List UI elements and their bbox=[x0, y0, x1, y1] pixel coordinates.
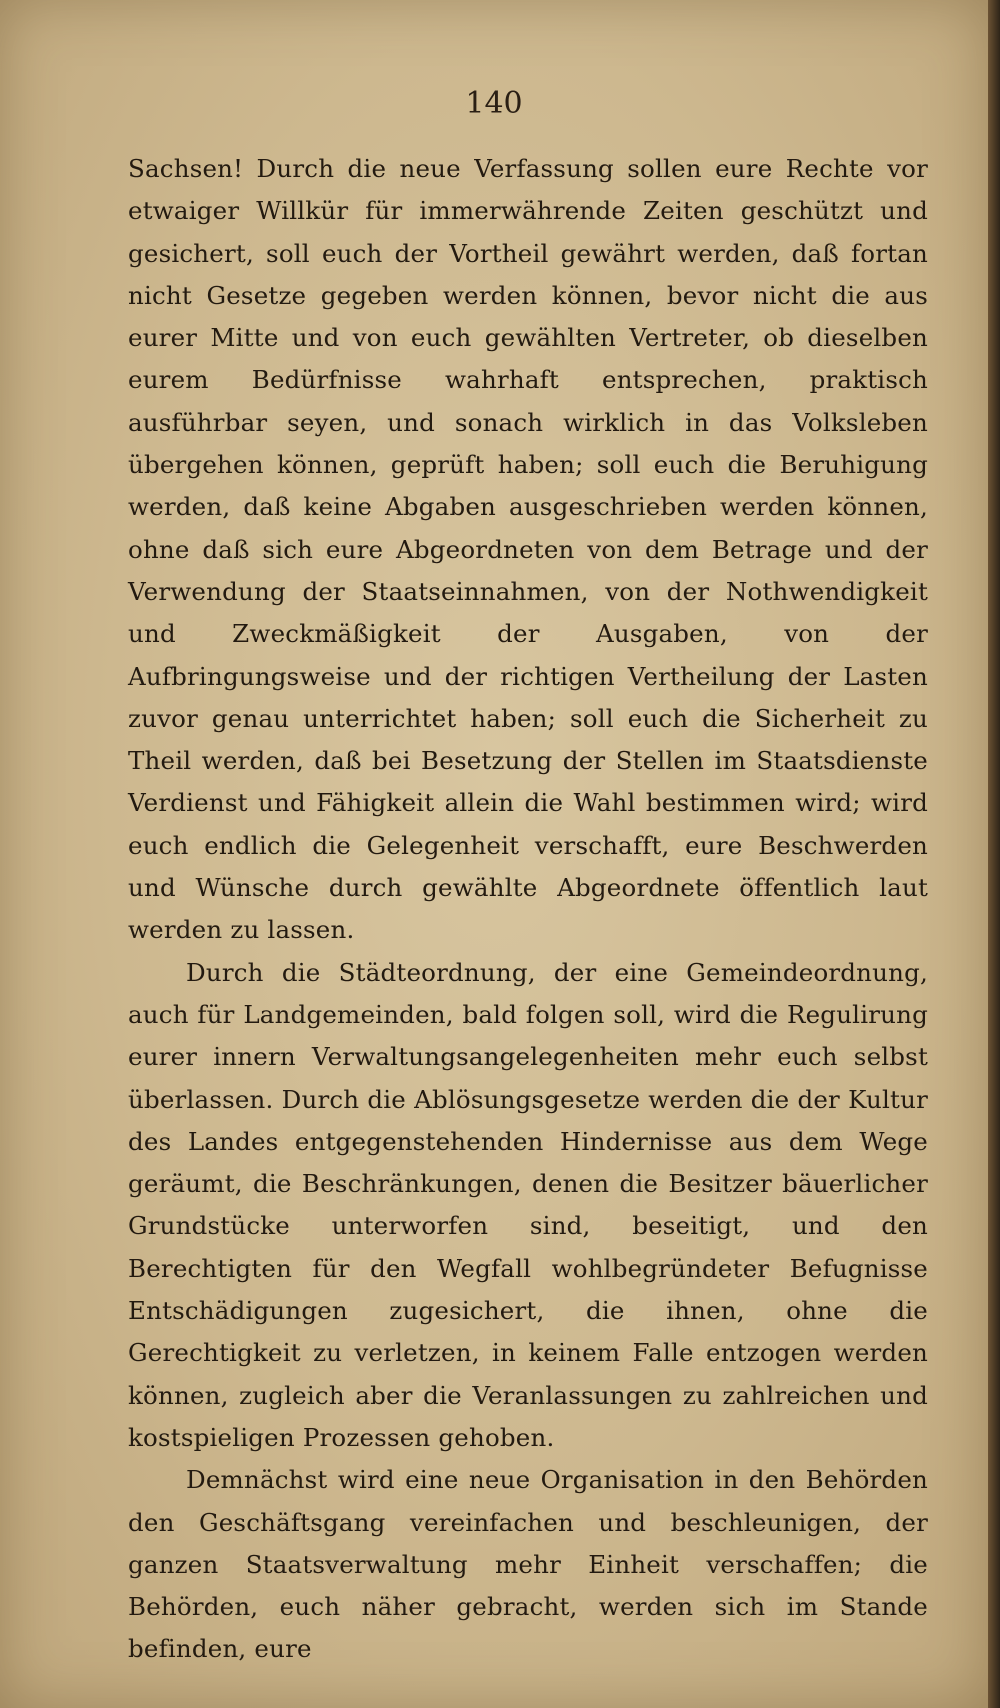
page-number: 140 bbox=[465, 86, 523, 121]
body-text bbox=[128, 148, 928, 1671]
paragraph-1: Sachsen! Durch die neue Verfassung sollen eure Rechte vor etwaiger Willkür für immerwährende Zeiten geschützt und gesichert, soll euch der Vortheil gewährt werden, daß fortan nicht Gesetze gegeben werden können, bevor nicht die aus eurer Mitte und von euch gewählten Vertreter, ob dieselben eurem Bedürfnisse wahrhaft entsprechen, praktisch ausführbar seyen, und sonach wirklich in das Volksleben übergehen können, geprüft haben; soll euch die Beruhigung werden, daß keine Abgaben ausgeschrieben werden können, ohne daß sich eure Abgeordneten von dem Betrage und der Verwendung der Staatseinnahmen, von der Nothwendigkeit und Zweckmäßigkeit der Ausgaben, von der Aufbringungsweise und der richtigen Vertheilung der Lasten zuvor genau unterrichtet haben; soll euch die Sicherheit zu Theil werden, daß bei Besetzung der Stellen im Staatsdienste Verdienst und Fähigkeit allein die Wahl bestimmen wird; wird euch endlich die Gelegenheit verschafft, eure Beschwerden und Wünsche durch gewählte Abgeordnete öffentlich laut werden zu lassen. bbox=[128, 154, 928, 945]
paragraph-2: Durch die Städteordnung, der eine Gemeindeordnung, auch für Landgemeinden, bald folgen soll, wird die Regulirung eurer innern Verwaltungsangelegenheiten mehr euch selbst überlassen. Durch die Ablösungsgesetze werden die der Kultur des Landes entgegenstehenden Hindernisse aus dem Wege geräumt, die Beschränkungen, denen die Besitzer bäuerlicher Grundstücke unterworfen sind, beseitigt, und den Berechtigten für den Wegfall wohlbegründeter Befugnisse Entschädigungen zugesichert, die ihnen, ohne die Gerechtigkeit zu verletzen, in keinem Falle entzogen werden können, zugleich aber die Veranlassungen zu zahlreichen und kostspieligen Prozessen gehoben. bbox=[128, 957, 928, 1452]
paragraph-3: Demnächst wird eine neue Organisation in den Behörden den Geschäftsgang vereinfachen und beschleunigen, der ganzen Staatsverwaltung mehr Einheit verschaffen; die Behörden, euch näher gebracht, werden sich im Stande befinden, eure bbox=[128, 1465, 928, 1664]
page-edge bbox=[988, 0, 1000, 1708]
